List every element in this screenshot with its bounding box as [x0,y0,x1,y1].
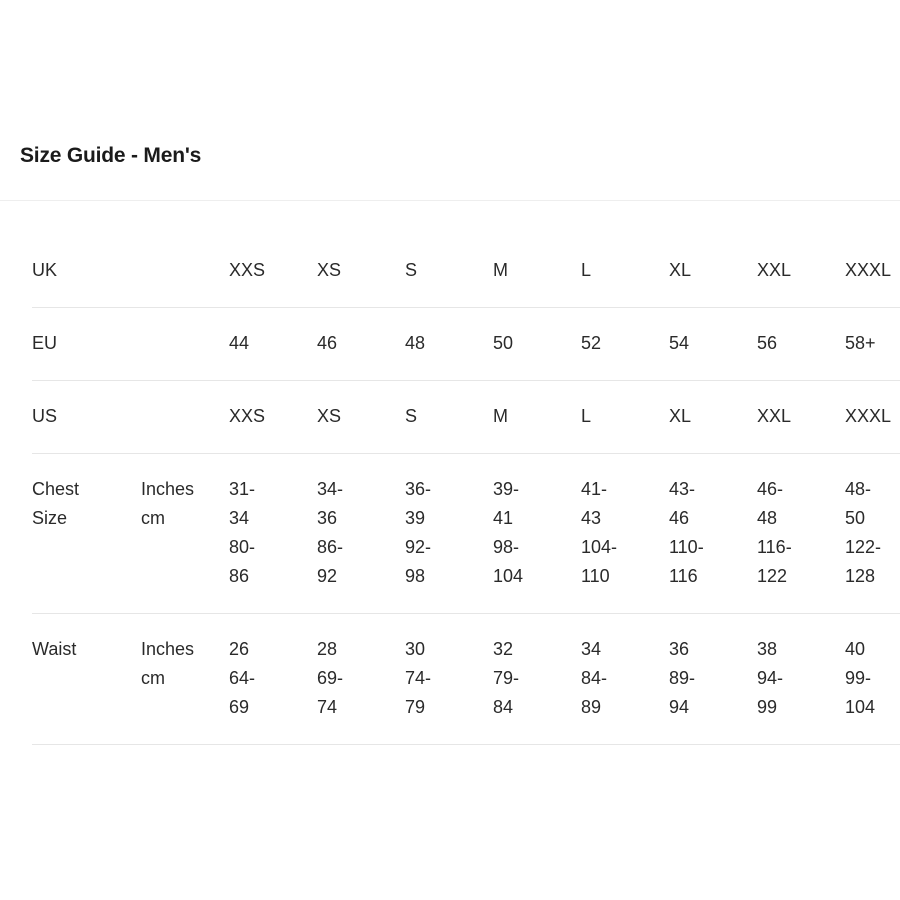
size-cell-line: 116 [669,566,698,586]
row-label-line: Chest [32,479,80,499]
size-cell [229,614,317,745]
size-cell [493,236,581,308]
size-cell [229,381,317,454]
size-cell [669,614,757,745]
unit-label [141,308,229,381]
size-cell-line: 31- [229,479,256,499]
size-cell-line: 92- [405,537,432,557]
size-cell-line: XXL [757,406,792,426]
size-cell-line: XS [317,406,342,426]
size-cell-line: 41 [493,508,514,528]
unit-label-line: cm [141,668,165,688]
size-cell [581,381,669,454]
size-cell-line: 58+ [845,333,876,353]
row-label-line: US [32,406,58,426]
size-cell [229,236,317,308]
size-cell [405,236,493,308]
size-cell-line: 34- [317,479,344,499]
size-cell-line: 46 [669,508,690,528]
size-cell-line: 36 [669,639,690,659]
size-cell-line: XL [669,260,692,280]
size-cell-line: 36- [405,479,432,499]
row-label [32,381,141,454]
size-cell-line: 94- [757,668,784,688]
size-cell [405,381,493,454]
size-cell-line: 41- [581,479,608,499]
size-cell-line: 30 [405,639,426,659]
size-cell-line: L [581,260,592,280]
size-cell-line: 28 [317,639,338,659]
size-cell-line: 98- [493,537,520,557]
size-cell-line: 48 [757,508,778,528]
size-cell-line: 38 [757,639,778,659]
size-cell-line: 43 [581,508,602,528]
size-cell-line: XL [669,406,692,426]
size-cell-line: 44 [229,333,250,353]
size-cell-line: 34 [581,639,602,659]
table-row [32,454,900,614]
size-cell-line: 99 [757,697,778,717]
row-label-line: Size [32,508,68,528]
size-cell-line: XXS [229,260,266,280]
page-title: Size Guide - Men's [20,144,202,167]
size-cell-line: 86 [229,566,250,586]
size-cell-line: 110 [581,566,610,586]
size-cell [581,454,669,614]
size-cell-line: 122 [757,566,788,586]
size-cell-line: S [405,260,418,280]
size-cell-line: 64- [229,668,256,688]
size-cell [405,308,493,381]
size-cell [845,381,900,454]
size-cell-line: 69 [229,697,250,717]
size-cell-line: 89- [669,668,696,688]
size-cell [317,614,405,745]
unit-label-line: Inches [141,639,195,659]
table-row [32,308,900,381]
size-cell-line: 80- [229,537,256,557]
row-label-line: UK [32,260,58,280]
size-cell-line: 122- [845,537,882,557]
size-cell-line: 48- [845,479,872,499]
size-cell-line: 74- [405,668,432,688]
unit-label [141,614,229,745]
size-cell-line: 79 [405,697,426,717]
unit-label-line: cm [141,508,165,528]
size-cell [845,614,900,745]
size-cell [229,454,317,614]
size-cell-line: 39 [405,508,426,528]
size-cell [757,381,845,454]
unit-label-line: Inches [141,479,195,499]
row-label [32,308,141,381]
size-cell-line: 128 [845,566,876,586]
size-cell-line: 43- [669,479,696,499]
size-cell [229,308,317,381]
size-cell [581,236,669,308]
size-cell-line: 116- [757,537,792,557]
size-cell-line: 48 [405,333,426,353]
size-cell-line: L [581,406,592,426]
row-label [32,454,141,614]
size-cell-line: 104 [845,697,876,717]
size-cell [757,614,845,745]
size-cell-line: 46 [317,333,338,353]
title-divider [0,200,900,201]
size-cell-line: XS [317,260,342,280]
size-cell-line: 104 [493,566,524,586]
size-cell [669,308,757,381]
row-label [32,236,141,308]
size-cell [845,236,900,308]
size-cell-line: 39- [493,479,520,499]
size-cell-line: 54 [669,333,690,353]
size-cell-line: 36 [317,508,338,528]
size-cell-line: 50 [845,508,866,528]
size-cell [581,308,669,381]
size-cell-line: M [493,260,508,280]
size-cell-line: 89 [581,697,602,717]
size-cell-line: XXL [757,260,792,280]
size-cell [493,454,581,614]
size-cell [669,381,757,454]
size-cell-line: 98 [405,566,426,586]
row-label-line: Waist [32,639,77,659]
size-cell-line: M [493,406,508,426]
size-cell-line: 56 [757,333,778,353]
size-cell [757,236,845,308]
size-cell [317,236,405,308]
size-cell [669,454,757,614]
table-row [32,614,900,745]
size-guide-table [32,236,900,745]
size-cell [405,454,493,614]
size-cell-line: 84 [493,697,514,717]
unit-label [141,381,229,454]
size-cell [493,308,581,381]
size-cell [405,614,493,745]
size-cell [493,614,581,745]
table-row [32,236,900,308]
size-cell [317,381,405,454]
size-cell [845,454,900,614]
size-cell-line: XXS [229,406,266,426]
size-cell-line: 40 [845,639,866,659]
size-cell-line: 92 [317,566,338,586]
size-cell-line: 99- [845,668,872,688]
size-cell-line: XXXL [845,406,892,426]
unit-label [141,454,229,614]
size-cell [757,308,845,381]
size-cell [669,236,757,308]
size-cell-line: 104- [581,537,618,557]
size-cell [757,454,845,614]
size-cell [317,454,405,614]
size-cell-line: 50 [493,333,514,353]
size-cell-line: 26 [229,639,250,659]
size-cell-line: 32 [493,639,514,659]
size-cell-line: 84- [581,668,608,688]
table-row [32,381,900,454]
size-cell-line: XXXL [845,260,892,280]
size-table-body [32,236,900,745]
size-cell-line: 74 [317,697,338,717]
size-cell-line: 46- [757,479,784,499]
unit-label [141,236,229,308]
size-cell [493,381,581,454]
size-cell-line: 94 [669,697,690,717]
row-label [32,614,141,745]
size-cell-line: S [405,406,418,426]
size-cell [581,614,669,745]
size-cell-line: 34 [229,508,250,528]
size-cell-line: 52 [581,333,602,353]
size-cell-line: 69- [317,668,344,688]
size-cell-line: 110- [669,537,704,557]
size-cell-line: 79- [493,668,520,688]
size-cell [317,308,405,381]
size-cell-line: 86- [317,537,344,557]
row-label-line: EU [32,333,58,353]
size-cell [845,308,900,381]
